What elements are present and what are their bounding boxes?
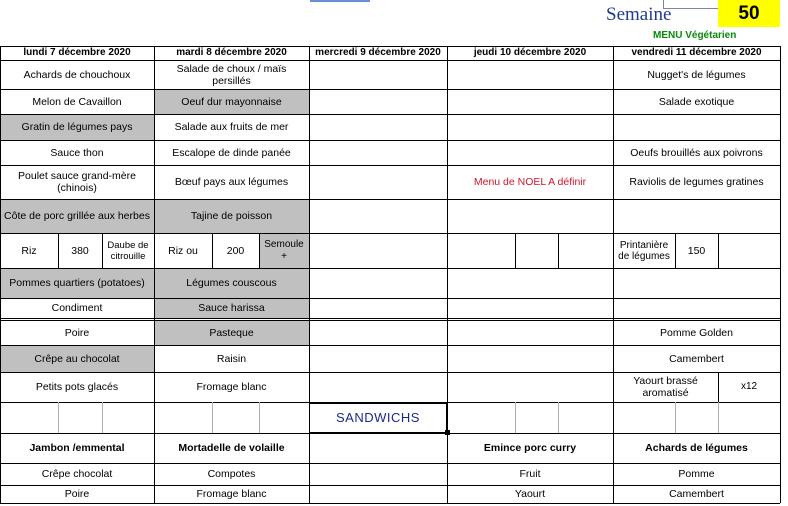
sandwichs-title-cell[interactable]: SANDWICHS: [309, 403, 447, 433]
menu-label: MENU Végétarien: [653, 30, 737, 41]
lundi-plat-4: Côte de porc grillée aux herbes: [4, 210, 150, 222]
grid-line: [780, 46, 781, 503]
mardi-plat-4: Tajine de poisson: [190, 210, 273, 222]
mardi-entree-1: Salade de choux / maïs persillés: [176, 62, 287, 87]
grid-line: [515, 233, 516, 268]
grid-line: [259, 402, 260, 433]
mardi-accomp-2: Semoule +: [264, 238, 304, 262]
lundi-entree-1: Achards de chouchoux: [23, 68, 131, 81]
grid-line: [0, 140, 780, 141]
grid-line: [675, 233, 676, 268]
lundi-condiment: Condiment: [51, 302, 103, 314]
vendredi-accomp-qty: 150: [687, 244, 706, 257]
mardi-entree-2: Oeuf dur mayonnaise: [181, 95, 282, 108]
lundi-plat-2: Sauce thon: [50, 146, 104, 159]
grid-line: [0, 320, 780, 321]
vendredi-accomp-1: Printanière de légumes: [618, 239, 670, 262]
lundi-dessert-3: Petits pots glacés: [35, 381, 119, 393]
mardi-plat-3: Bœuf pays aux légumes: [174, 176, 289, 188]
lundi-sandwich: Jambon /emmental: [29, 442, 125, 454]
mardi-sandwich-fruit: Fromage blanc: [196, 488, 267, 500]
lundi-entree-2: Melon de Cavaillon: [32, 95, 122, 108]
grid-line: [212, 402, 213, 433]
jeudi-menu-noel: Menu de NOEL A définir: [473, 176, 587, 188]
day-header-mercredi: mercredi 9 décembre 2020: [315, 47, 441, 58]
grid-line: [0, 46, 1, 503]
vendredi-entree-2: Salade exotique: [658, 95, 735, 108]
grid-line: [102, 233, 103, 268]
mardi-plat-2: Escalope de dinde panée: [172, 146, 291, 159]
vendredi-dessert-3: Yaourt brassé aromatisé: [633, 375, 698, 399]
grid-line: [0, 318, 780, 319]
lundi-dessert-1: Poire: [64, 326, 90, 339]
grid-line: [0, 165, 780, 166]
lundi-plat-3: Poulet sauce grand-mère (chinois): [18, 170, 136, 194]
lundi-plat-1: Gratin de légumes pays: [21, 121, 133, 133]
grid-line: [718, 372, 719, 402]
mardi-accomp-qty: 200: [226, 244, 245, 257]
mardi-dessert-2: Raisin: [216, 352, 247, 365]
grid-line: [154, 46, 155, 503]
vendredi-plat-3: Raviolis de legumes gratines: [629, 176, 764, 188]
lundi-accomp-qty: 380: [71, 244, 89, 257]
vendredi-entree-1: Nugget's de légumes: [647, 68, 746, 81]
lundi-sandwich-dessert: Crêpe chocolat: [41, 468, 113, 480]
grid-line: [102, 402, 103, 433]
mardi-legumes: Légumes couscous: [186, 277, 277, 289]
grid-line: [0, 268, 780, 269]
grid-line: [0, 372, 780, 373]
mardi-dessert-1: Pasteque: [209, 326, 254, 339]
jeudi-sandwich-dessert: Fruit: [519, 468, 541, 480]
grid-line: [613, 46, 614, 503]
jeudi-sandwich: Emince porc curry: [483, 442, 577, 454]
vendredi-sandwich: Achards de légumes: [645, 442, 748, 454]
vendredi-dessert-1: Pomme Golden: [660, 326, 733, 339]
grid-line: [515, 402, 516, 433]
vendredi-dessert-2: Camembert: [669, 352, 724, 365]
grid-line: [0, 298, 780, 299]
grid-line: [0, 114, 780, 115]
jeudi-sandwich-fruit: Yaourt: [514, 488, 546, 500]
lundi-sandwich-fruit: Poire: [64, 488, 90, 500]
vendredi-sandwich-fruit: Camembert: [669, 488, 724, 500]
mardi-dessert-3: Fromage blanc: [196, 381, 267, 393]
semaine-label: Semaine: [606, 4, 672, 25]
grid-line: [0, 503, 780, 504]
grid-line: [447, 46, 448, 503]
vendredi-plat-2: Oeufs brouillés aux poivrons: [630, 146, 763, 159]
grid-line: [0, 199, 780, 200]
day-header-mardi: mardi 8 décembre 2020: [176, 47, 287, 58]
vendredi-dessert-qty: x12: [740, 381, 758, 392]
grid-line: [0, 60, 780, 61]
grid-line: [558, 233, 559, 268]
lundi-accomp-1: Riz: [21, 244, 37, 257]
mardi-sandwich: Mortadelle de volaille: [178, 442, 285, 454]
vendredi-sandwich-dessert: Pomme: [678, 468, 715, 480]
top-box: [663, 0, 720, 9]
grid-line: [0, 402, 780, 403]
grid-line: [0, 433, 780, 434]
top-divider: [310, 0, 370, 2]
grid-line: [0, 89, 780, 90]
grid-line: [0, 233, 780, 234]
mardi-sauce: Sauce harissa: [198, 302, 265, 314]
day-header-vendredi: vendredi 11 décembre 2020: [631, 47, 762, 58]
grid-line: [0, 485, 780, 486]
grid-line: [259, 233, 260, 268]
lundi-dessert-2: Crêpe au chocolat: [34, 352, 120, 365]
week-number: 50: [718, 0, 780, 27]
grid-line: [718, 233, 719, 268]
mardi-plat-1: Salade aux fruits de mer: [174, 121, 289, 133]
day-header-lundi: lundi 7 décembre 2020: [23, 47, 131, 58]
grid-line: [309, 46, 310, 503]
grid-line: [0, 46, 780, 47]
header: [0, 0, 788, 46]
mardi-accomp-1: Riz ou: [168, 244, 198, 257]
grid-line: [58, 402, 59, 433]
grid-line: [718, 402, 719, 433]
day-header-jeudi: jeudi 10 décembre 2020: [473, 47, 587, 58]
grid-line: [212, 233, 213, 268]
grid-line: [675, 402, 676, 433]
lundi-pommes: Pommes quartiers (potatoes): [9, 277, 145, 289]
grid-line: [0, 345, 780, 346]
grid-line: [558, 402, 559, 433]
lundi-accomp-2: Daube de citrouille: [107, 239, 149, 262]
grid-line: [58, 233, 59, 268]
mardi-sandwich-dessert: Compotes: [207, 468, 256, 480]
grid-line: [0, 463, 780, 464]
